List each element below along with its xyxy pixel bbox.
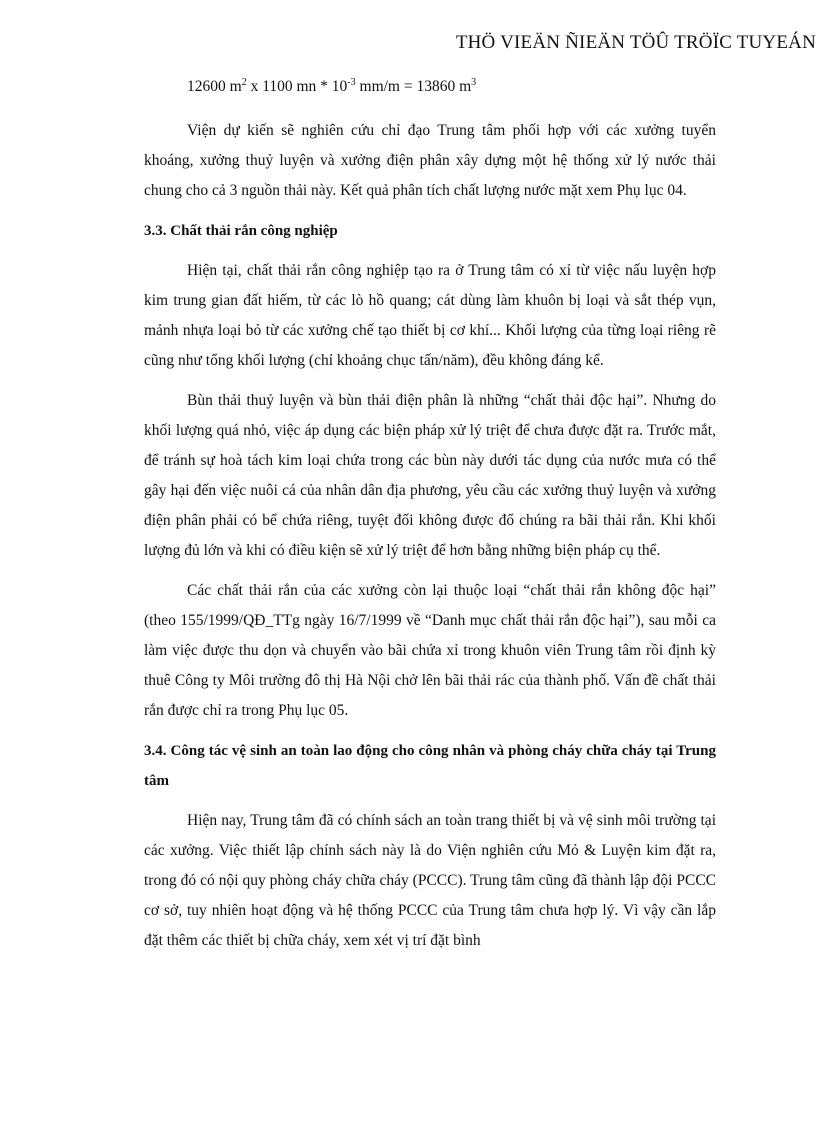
paragraph-fire-safety: Hiện nay, Trung tâm đã có chính sách an toàn trang thiết bị và vệ sinh môi trường tại các xưởng. Việc thiết lập chính sách này là do Viện nghiên cứu Mỏ & Luyện kim đặt ra, trong đó có nội quy phòng cháy chữa cháy (PCCC). Trung tâm cũng đã thành lập đội PCCC cơ sở, tuy nhiên hoạt động và hệ thống PCCC của Trung tâm chưa hợp lý. Vì vậy cần lắp đặt thêm các thiết bị chữa cháy, xem xét vị trí đặt bình [144, 812, 716, 949]
paragraph-non-hazardous-waste: Các chất thải rắn của các xưởng còn lại thuộc loại “chất thải rắn không độc hại” (theo 155/1999/QĐ_TTg ngày 16/7/1999 về “Danh mục chất thải rắn độc hại”), sau mỗi ca làm việc được thu dọn và chuyển vào bãi chứa xỉ trong khuôn viên Trung tâm rồi định kỳ thuê Công ty Môi trường đô thị Hà Nội chở lên bãi thải rác của thành phố. Vấn đề chất thải rắn được chỉ ra trong Phụ lục 05. [144, 582, 716, 719]
paragraph-sludge: Bùn thải thuỷ luyện và bùn thải điện phân là những “chất thải độc hại”. Nhưng do khối lượng quá nhỏ, việc áp dụng các biện pháp xử lý triệt để chưa được đặt ra. Trước mắt, để tránh sự hoà tách kim loại chứa trong các bùn này dưới tác dụng của nước mưa có thể gây hại đến việc nuôi cá của nhân dân địa phương, yêu cầu các xưởng thuỷ luyện và xưởng điện phân phải có bể chứa riêng, tuyệt đối không được đổ chúng ra bãi thải rắn. Khi khối lượng đủ lớn và khi có điều kiện sẽ xử lý triệt để hơn bằng những biện pháp cụ thể. [144, 392, 716, 559]
formula-part-c: mm/m = 13860 m [355, 78, 472, 95]
page-header: THÖ VIEÄN ÑIEÄN TÖÛ TRÖÏC TUYEÁN [455, 32, 816, 53]
formula-exp-c: 3 [471, 77, 477, 88]
formula-exp-b: -3 [347, 77, 356, 88]
section-heading-3-4: 3.4. Công tác vệ sinh an toàn lao động cho công nhân và phòng cháy chữa cháy tại Trung tâm [144, 743, 716, 789]
paragraph-solid-waste: Hiện tại, chất thải rắn công nghiệp tạo ra ở Trung tâm có xỉ từ việc nấu luyện hợp kim trung gian đất hiếm, từ các lò hồ quang; cát dùng làm khuôn bị loại và sắt thép vụn, mảnh nhựa loại bỏ từ các xưởng chế tạo thiết bị cơ khí... Khối lượng của từng loại riêng rẽ cũng như tổng khối lượng (chỉ khoảng chục tấn/năm), đều không đáng kể. [144, 262, 716, 369]
paragraph-wastewater-plan: Viện dự kiến sẽ nghiên cứu chỉ đạo Trung tâm phối hợp với các xưởng tuyển khoáng, xưởng thuỷ luyện và xưởng điện phân xây dựng một hệ thống xử lý nước thải chung cho cả 3 nguồn thải này. Kết quả phân tích chất lượng nước mặt xem Phụ lục 04. [144, 122, 716, 199]
formula-exp-a: 2 [241, 77, 247, 88]
document-body [144, 64, 716, 966]
formula-part-a: 12600 m [187, 78, 242, 95]
water-volume-formula [187, 72, 716, 102]
section-heading-3-3: 3.3. Chất thải rắn công nghiệp [144, 223, 338, 239]
formula-part-b: x 1100 mn * 10 [246, 78, 348, 95]
